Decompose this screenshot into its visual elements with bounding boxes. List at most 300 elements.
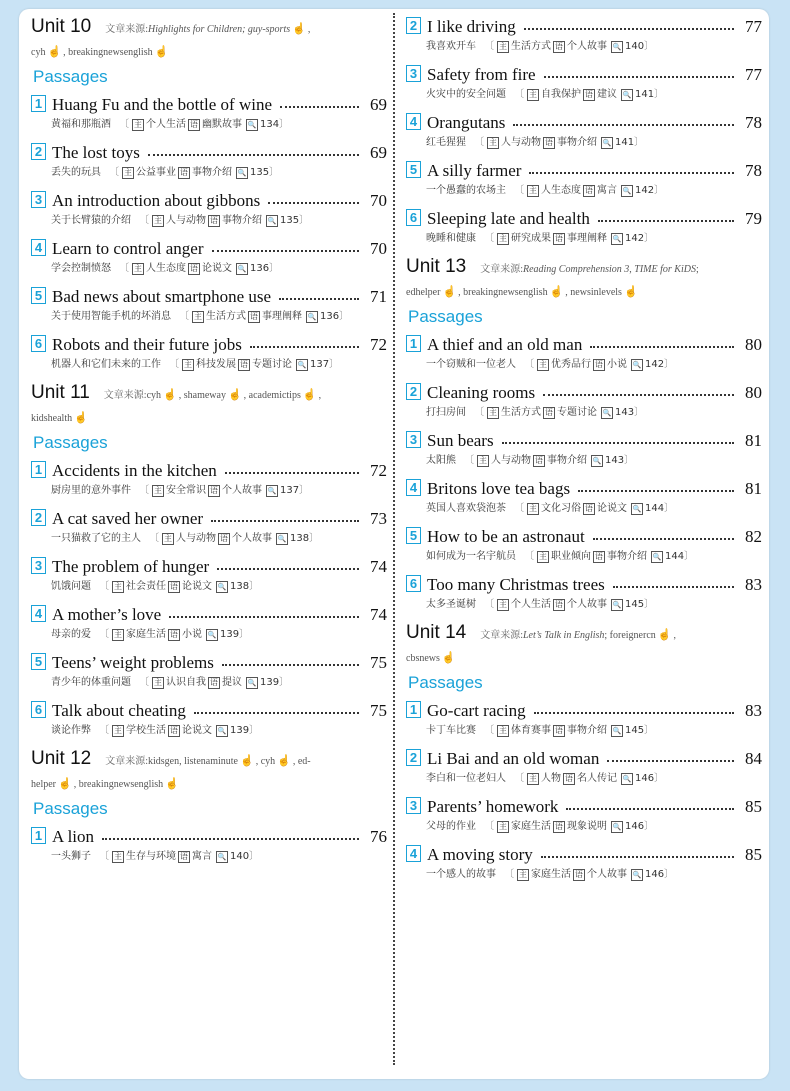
topic-tag-icon: 主 bbox=[134, 264, 142, 273]
entry-answer-page: 139 bbox=[260, 677, 280, 688]
entry-title[interactable]: Accidents in the kitchen bbox=[52, 461, 217, 480]
entry-answer-page: 140 bbox=[625, 41, 645, 52]
entry-topic: 个人生活 bbox=[511, 599, 551, 610]
bracket: 〔 bbox=[139, 215, 149, 226]
entry-details bbox=[426, 39, 762, 55]
topic-tag-icon: 主 bbox=[114, 852, 122, 861]
unit-13-header: Unit 13 文章来源:Reading Comprehension 3, TIME for KiDS; bbox=[406, 256, 699, 277]
entry-page-number: 70 bbox=[370, 191, 387, 210]
dot-leader bbox=[194, 712, 359, 714]
unit-12-list-continued bbox=[406, 15, 762, 247]
bracket: 〕 bbox=[624, 455, 635, 466]
entry-genre: 个人故事 bbox=[232, 533, 272, 544]
passages-heading: Passages bbox=[408, 673, 483, 692]
entry-chinese-title: 关于长臂猿的介绍 bbox=[51, 215, 131, 226]
source-line: edhelper ☝ , breakingnewsenglish ☝ , newsinlevels ☝ bbox=[406, 286, 638, 298]
pointing-hand-icon: ☝ bbox=[74, 412, 88, 424]
entry-page-number: 85 bbox=[745, 797, 762, 816]
entry-title[interactable]: Robots and their future jobs bbox=[52, 335, 242, 354]
magnifier-icon: 🔍 bbox=[602, 409, 612, 417]
entry-answer-page: 135 bbox=[250, 167, 270, 178]
pointing-hand-icon: ☝ bbox=[47, 46, 62, 58]
entry-number-badge: 2 bbox=[406, 383, 421, 400]
genre-tag-icon: 语 bbox=[170, 630, 178, 639]
bracket: 〕 bbox=[644, 599, 655, 610]
contents-entry[interactable] bbox=[406, 699, 762, 739]
entry-page-number: 71 bbox=[370, 287, 387, 306]
entry-title[interactable]: Sun bears bbox=[427, 431, 494, 450]
magnifier-icon: 🔍 bbox=[632, 505, 642, 513]
pointing-hand-icon: ☝ bbox=[549, 286, 564, 298]
entry-answer-page: 140 bbox=[230, 851, 250, 862]
contents-entry[interactable] bbox=[406, 381, 762, 421]
dot-leader bbox=[524, 28, 734, 30]
unit-title: Unit 11 bbox=[31, 382, 90, 403]
entry-title[interactable]: Go-cart racing bbox=[427, 701, 526, 720]
contents-entry[interactable] bbox=[406, 63, 762, 103]
entry-genre: 论说文 bbox=[182, 581, 212, 592]
source-text: listenaminute bbox=[184, 756, 238, 767]
contents-entry[interactable] bbox=[406, 525, 762, 565]
contents-entry[interactable] bbox=[406, 573, 762, 613]
source-text: TIME for KiDS bbox=[634, 264, 696, 275]
contents-entry[interactable] bbox=[31, 459, 387, 499]
entry-topic: 社会责任 bbox=[126, 581, 166, 592]
entry-genre: 名人传记 bbox=[577, 773, 617, 784]
entry-answer-page: 135 bbox=[280, 215, 300, 226]
entry-title[interactable]: Li Bai and an old woman bbox=[427, 749, 600, 768]
entry-title[interactable]: Too many Christmas trees bbox=[427, 575, 605, 594]
entry-genre: 个人故事 bbox=[587, 869, 627, 880]
entry-details bbox=[426, 183, 762, 199]
entry-number-badge: 2 bbox=[406, 17, 421, 34]
entry-page-number: 75 bbox=[370, 701, 387, 720]
entry-title-row bbox=[31, 651, 387, 673]
contents-entry[interactable] bbox=[31, 237, 387, 277]
pointing-hand-icon: ☝ bbox=[163, 389, 177, 401]
passages-heading: Passages bbox=[33, 433, 108, 452]
contents-entry[interactable] bbox=[31, 333, 387, 373]
entry-details bbox=[426, 405, 762, 421]
passages-heading: Passages bbox=[33, 799, 108, 818]
entry-answer-page: 145 bbox=[625, 725, 645, 736]
entry-page-number: 78 bbox=[745, 161, 762, 180]
entry-title[interactable]: I like driving bbox=[427, 17, 516, 36]
genre-tag-icon: 语 bbox=[220, 534, 228, 543]
entry-genre: 事理阐释 bbox=[567, 233, 607, 244]
bracket: 〕 bbox=[634, 137, 645, 148]
genre-tag-icon: 语 bbox=[170, 726, 178, 735]
contents-entry[interactable] bbox=[406, 111, 762, 151]
source-text: Reading Comprehension 3 bbox=[522, 264, 630, 275]
magnifier-icon: 🔍 bbox=[207, 631, 217, 639]
entry-title[interactable]: A moving story bbox=[427, 845, 533, 864]
entry-answer-page: 137 bbox=[280, 485, 300, 496]
magnifier-icon: 🔍 bbox=[277, 535, 287, 543]
entry-chinese-title: 丢失的玩具 bbox=[51, 167, 101, 178]
topic-tag-icon: 主 bbox=[114, 726, 122, 735]
bracket: 〔 bbox=[119, 119, 129, 130]
entry-title-row bbox=[406, 333, 762, 355]
unit-title: Unit 10 bbox=[31, 16, 92, 37]
entry-answer-page: 136 bbox=[250, 263, 270, 274]
entry-title[interactable]: Learn to control anger bbox=[52, 239, 204, 258]
unit-10-header: Unit 10 文章来源:Highlights for Children; guy-sports ☝ , bbox=[31, 16, 311, 37]
entry-number-badge: 3 bbox=[406, 65, 421, 82]
entry-page-number: 80 bbox=[745, 383, 762, 402]
entry-details bbox=[51, 579, 387, 595]
topic-tag-icon: 主 bbox=[519, 870, 527, 879]
magnifier-icon: 🔍 bbox=[632, 361, 642, 369]
entry-title[interactable]: A thief and an old man bbox=[427, 335, 583, 354]
entry-title[interactable]: Talk about cheating bbox=[52, 701, 186, 720]
column-divider bbox=[393, 13, 395, 1065]
entry-title-row bbox=[31, 189, 387, 211]
entry-topic: 人与动物 bbox=[166, 215, 206, 226]
bracket: 〕 bbox=[299, 215, 310, 226]
entry-topic: 体育赛事 bbox=[511, 725, 551, 736]
entry-chinese-title: 机器人和它们未来的工作 bbox=[51, 359, 161, 370]
unit-title: Unit 14 bbox=[406, 622, 467, 643]
entry-title-row bbox=[406, 699, 762, 721]
magnifier-icon: 🔍 bbox=[297, 361, 307, 369]
dot-leader bbox=[280, 106, 359, 108]
entry-genre: 建议 bbox=[597, 89, 617, 100]
entry-genre: 论说文 bbox=[182, 725, 212, 736]
entry-details bbox=[426, 87, 762, 103]
contents-entry[interactable] bbox=[406, 843, 762, 883]
entry-title[interactable]: Orangutans bbox=[427, 113, 506, 132]
entry-number-badge: 6 bbox=[406, 209, 421, 226]
contents-entry[interactable] bbox=[31, 507, 387, 547]
entry-chinese-title: 火灾中的安全问题 bbox=[426, 89, 506, 100]
entry-page-number: 73 bbox=[370, 509, 387, 528]
entry-title-row bbox=[406, 573, 762, 595]
entry-topic: 家庭生活 bbox=[126, 629, 166, 640]
entry-genre: 事物介绍 bbox=[547, 455, 587, 466]
entry-topic: 自我保护 bbox=[541, 89, 581, 100]
entry-chinese-title: 太多圣诞树 bbox=[426, 599, 476, 610]
contents-entry[interactable] bbox=[406, 15, 762, 55]
magnifier-icon: 🔍 bbox=[612, 823, 622, 831]
bracket: 〔 bbox=[169, 359, 179, 370]
entry-title[interactable]: A lion bbox=[52, 827, 95, 846]
bracket: 〕 bbox=[664, 503, 675, 514]
contents-entry[interactable] bbox=[31, 699, 387, 739]
genre-tag-icon: 语 bbox=[210, 486, 218, 495]
entry-chinese-title: 黄福和那瓶酒 bbox=[51, 119, 111, 130]
entry-genre: 个人故事 bbox=[222, 485, 262, 496]
source-line bbox=[31, 408, 387, 429]
source-label: 文章来源: bbox=[480, 264, 523, 275]
bracket: 〔 bbox=[149, 533, 159, 544]
genre-tag-icon: 语 bbox=[585, 90, 593, 99]
entry-topic: 职业倾向 bbox=[551, 551, 591, 562]
source-label: 文章来源: bbox=[105, 24, 148, 35]
genre-tag-icon: 语 bbox=[250, 312, 258, 321]
dot-leader bbox=[544, 76, 734, 78]
entry-title-row bbox=[31, 699, 387, 721]
entry-genre: 专题讨论 bbox=[557, 407, 597, 418]
contents-entry[interactable] bbox=[31, 285, 387, 325]
contents-entry[interactable] bbox=[406, 477, 762, 517]
magnifier-icon: 🔍 bbox=[267, 217, 277, 225]
bracket: 〕 bbox=[239, 629, 250, 640]
entry-details bbox=[426, 501, 762, 517]
genre-tag-icon: 语 bbox=[180, 852, 188, 861]
entry-title[interactable]: Bad news about smartphone use bbox=[52, 287, 272, 306]
contents-entry[interactable] bbox=[406, 795, 762, 835]
entry-page-number: 75 bbox=[370, 653, 387, 672]
pointing-hand-icon: ☝ bbox=[154, 46, 169, 58]
genre-tag-icon: 语 bbox=[565, 774, 573, 783]
topic-tag-icon: 主 bbox=[134, 120, 142, 129]
entry-topic: 人物 bbox=[541, 773, 561, 784]
topic-tag-icon: 主 bbox=[499, 234, 507, 243]
unit-title: Unit 12 bbox=[31, 748, 92, 769]
bracket: 〔 bbox=[484, 233, 494, 244]
entry-title[interactable]: The problem of hunger bbox=[52, 557, 210, 576]
unit-title: Unit 13 bbox=[406, 256, 467, 277]
contents-entry[interactable] bbox=[406, 429, 762, 469]
entry-title-row bbox=[31, 237, 387, 259]
bracket: 〔 bbox=[524, 359, 534, 370]
magnifier-icon: 🔍 bbox=[612, 601, 622, 609]
genre-tag-icon: 语 bbox=[545, 138, 553, 147]
contents-entry[interactable] bbox=[31, 825, 387, 865]
entry-details bbox=[51, 627, 387, 643]
bracket: 〔 bbox=[139, 485, 149, 496]
passages-heading: Passages bbox=[408, 307, 483, 326]
entry-title[interactable]: An introduction about gibbons bbox=[52, 191, 261, 210]
entry-topic: 家庭生活 bbox=[531, 869, 571, 880]
entry-genre: 个人故事 bbox=[567, 41, 607, 52]
entry-genre: 幽默故事 bbox=[202, 119, 242, 130]
topic-tag-icon: 主 bbox=[479, 456, 487, 465]
entry-details bbox=[51, 309, 387, 325]
contents-entry[interactable] bbox=[31, 141, 387, 181]
source-line: cyh ☝ , breakingnewsenglish ☝ bbox=[31, 46, 169, 58]
entry-topic: 学校生活 bbox=[126, 725, 166, 736]
entry-title[interactable]: How to be an astronaut bbox=[427, 527, 585, 546]
topic-tag-icon: 主 bbox=[114, 630, 122, 639]
entry-topic: 安全常识 bbox=[166, 485, 206, 496]
entry-title-row bbox=[406, 747, 762, 769]
dot-leader bbox=[502, 442, 734, 444]
dot-leader bbox=[534, 712, 734, 714]
entry-page-number: 84 bbox=[745, 749, 762, 768]
entry-number-badge: 3 bbox=[406, 797, 421, 814]
contents-entry[interactable] bbox=[31, 603, 387, 643]
genre-tag-icon: 语 bbox=[555, 726, 563, 735]
entry-genre: 小说 bbox=[607, 359, 627, 370]
entry-answer-page: 146 bbox=[625, 821, 645, 832]
unit-11-header: Unit 11 文章来源:cyh ☝ , shameway ☝ , academictips ☝ , bbox=[31, 382, 322, 403]
entry-title[interactable]: Parents’ homework bbox=[427, 797, 559, 816]
topic-tag-icon: 主 bbox=[499, 726, 507, 735]
entry-details bbox=[426, 453, 762, 469]
bracket: 〔 bbox=[119, 263, 129, 274]
entry-chinese-title: 一头狮子 bbox=[51, 851, 91, 862]
entry-page-number: 78 bbox=[745, 113, 762, 132]
entry-details bbox=[426, 231, 762, 247]
entry-genre: 事物介绍 bbox=[557, 137, 597, 148]
source-text: Highlights for Children; guy-sports bbox=[147, 24, 291, 35]
entry-title[interactable]: Teens’ weight problems bbox=[52, 653, 214, 672]
entry-title-row bbox=[31, 141, 387, 163]
entry-title-row bbox=[31, 555, 387, 577]
entry-details bbox=[51, 531, 387, 547]
magnifier-icon: 🔍 bbox=[217, 853, 227, 861]
bracket: 〕 bbox=[279, 119, 290, 130]
dot-leader bbox=[529, 172, 734, 174]
contents-entry[interactable] bbox=[406, 747, 762, 787]
entry-title[interactable]: A mother’s love bbox=[52, 605, 162, 624]
bracket: 〔 bbox=[109, 167, 119, 178]
entry-title-row bbox=[406, 525, 762, 547]
source-line: helper ☝ , breakingnewsenglish ☝ bbox=[31, 778, 179, 790]
genre-tag-icon: 语 bbox=[180, 168, 188, 177]
dot-leader bbox=[169, 616, 359, 618]
entry-title[interactable]: Safety from fire bbox=[427, 65, 536, 84]
entry-genre: 提议 bbox=[222, 677, 242, 688]
entry-number-badge: 6 bbox=[31, 701, 46, 718]
entry-answer-page: 138 bbox=[230, 581, 250, 592]
entry-number-badge: 1 bbox=[31, 461, 46, 478]
source-text: cyh bbox=[146, 390, 162, 401]
entry-chinese-title: 打扫房间 bbox=[426, 407, 466, 418]
entry-title[interactable]: A cat saved her owner bbox=[52, 509, 204, 528]
entry-chinese-title: 谈论作弊 bbox=[51, 725, 91, 736]
right-column bbox=[406, 9, 762, 891]
dot-leader bbox=[212, 250, 359, 252]
entry-answer-page: 145 bbox=[625, 599, 645, 610]
dot-leader bbox=[268, 202, 359, 204]
entry-genre: 事理阐释 bbox=[262, 311, 302, 322]
entry-chinese-title: 我喜欢开车 bbox=[426, 41, 476, 52]
source-text: cbsnews bbox=[406, 653, 440, 664]
entry-number-badge: 1 bbox=[31, 827, 46, 844]
entry-number-badge: 4 bbox=[406, 113, 421, 130]
topic-tag-icon: 主 bbox=[184, 360, 192, 369]
topic-tag-icon: 主 bbox=[114, 582, 122, 591]
topic-tag-icon: 主 bbox=[499, 42, 507, 51]
dot-leader bbox=[590, 346, 734, 348]
dot-leader bbox=[102, 838, 359, 840]
genre-tag-icon: 语 bbox=[585, 186, 593, 195]
entry-genre: 专题讨论 bbox=[252, 359, 292, 370]
pointing-hand-icon: ☝ bbox=[441, 652, 456, 664]
entry-topic: 生活方式 bbox=[501, 407, 541, 418]
magnifier-icon: 🔍 bbox=[622, 91, 632, 99]
topic-tag-icon: 主 bbox=[529, 504, 537, 513]
topic-tag-icon: 主 bbox=[529, 186, 537, 195]
entry-chinese-title: 红毛猩猩 bbox=[426, 137, 466, 148]
entry-title[interactable]: Sleeping late and health bbox=[427, 209, 590, 228]
bracket: 〔 bbox=[504, 869, 514, 880]
dot-leader bbox=[513, 124, 734, 126]
bracket: 〕 bbox=[644, 821, 655, 832]
genre-tag-icon: 语 bbox=[595, 360, 603, 369]
contents-entry[interactable] bbox=[31, 93, 387, 133]
genre-tag-icon: 语 bbox=[545, 408, 553, 417]
entry-title-row bbox=[31, 459, 387, 481]
entry-answer-page: 142 bbox=[625, 233, 645, 244]
entry-title-row bbox=[406, 159, 762, 181]
magnifier-icon: 🔍 bbox=[247, 679, 257, 687]
entry-title-row bbox=[406, 207, 762, 229]
entry-details bbox=[426, 597, 762, 613]
dot-leader bbox=[250, 346, 359, 348]
genre-tag-icon: 语 bbox=[555, 600, 563, 609]
entry-chinese-title: 关于使用智能手机的坏消息 bbox=[51, 311, 171, 322]
entry-page-number: 77 bbox=[745, 65, 762, 84]
dot-leader bbox=[211, 520, 359, 522]
bracket: 〕 bbox=[664, 869, 675, 880]
bracket: 〔 bbox=[474, 137, 484, 148]
bracket: 〔 bbox=[514, 773, 524, 784]
entry-answer-page: 141 bbox=[635, 89, 655, 100]
contents-entry[interactable] bbox=[31, 189, 387, 229]
entry-title-row bbox=[406, 111, 762, 133]
entry-title[interactable]: A silly farmer bbox=[427, 161, 522, 180]
entry-genre: 事物介绍 bbox=[192, 167, 232, 178]
source-label: 文章来源: bbox=[480, 630, 523, 641]
entry-answer-page: 144 bbox=[665, 551, 685, 562]
genre-tag-icon: 语 bbox=[210, 678, 218, 687]
entry-page-number: 81 bbox=[745, 479, 762, 498]
bracket: 〔 bbox=[484, 725, 494, 736]
entry-number-badge: 2 bbox=[31, 509, 46, 526]
contents-entry[interactable] bbox=[31, 651, 387, 691]
contents-entry[interactable] bbox=[406, 207, 762, 247]
contents-entry[interactable] bbox=[31, 555, 387, 595]
entry-answer-page: 144 bbox=[645, 503, 665, 514]
entry-topic: 公益事业 bbox=[136, 167, 176, 178]
topic-tag-icon: 主 bbox=[539, 552, 547, 561]
entry-genre: 小说 bbox=[182, 629, 202, 640]
entry-chinese-title: 太阳熊 bbox=[426, 455, 456, 466]
entry-answer-page: 143 bbox=[615, 407, 635, 418]
entry-chinese-title: 学会控制愤怒 bbox=[51, 263, 111, 274]
entry-chinese-title: 一个感人的故事 bbox=[426, 869, 496, 880]
entry-title[interactable]: The lost toys bbox=[52, 143, 140, 162]
bracket: 〕 bbox=[249, 851, 260, 862]
source-text: breakingnewsenglish bbox=[463, 287, 548, 298]
source-text: ed- bbox=[297, 756, 311, 767]
dot-leader bbox=[217, 568, 359, 570]
entry-chinese-title: 父母的作业 bbox=[426, 821, 476, 832]
contents-entry[interactable] bbox=[406, 159, 762, 199]
source-text: breakingnewsenglish bbox=[78, 779, 164, 790]
entry-page-number: 83 bbox=[745, 701, 762, 720]
topic-tag-icon: 主 bbox=[154, 678, 162, 687]
entry-number-badge: 3 bbox=[31, 557, 46, 574]
genre-tag-icon: 语 bbox=[535, 456, 543, 465]
entry-number-badge: 5 bbox=[31, 287, 46, 304]
genre-tag-icon: 语 bbox=[555, 822, 563, 831]
entry-number-badge: 2 bbox=[406, 749, 421, 766]
entry-title[interactable]: Huang Fu and the bottle of wine bbox=[52, 95, 273, 114]
contents-entry[interactable] bbox=[406, 333, 762, 373]
entry-page-number: 77 bbox=[745, 17, 762, 36]
entry-details bbox=[426, 771, 762, 787]
entry-number-badge: 5 bbox=[31, 653, 46, 670]
entry-title[interactable]: Cleaning rooms bbox=[427, 383, 536, 402]
entry-number-badge: 1 bbox=[406, 701, 421, 718]
entry-page-number: 74 bbox=[370, 557, 387, 576]
entry-title[interactable]: Britons love tea bags bbox=[427, 479, 571, 498]
